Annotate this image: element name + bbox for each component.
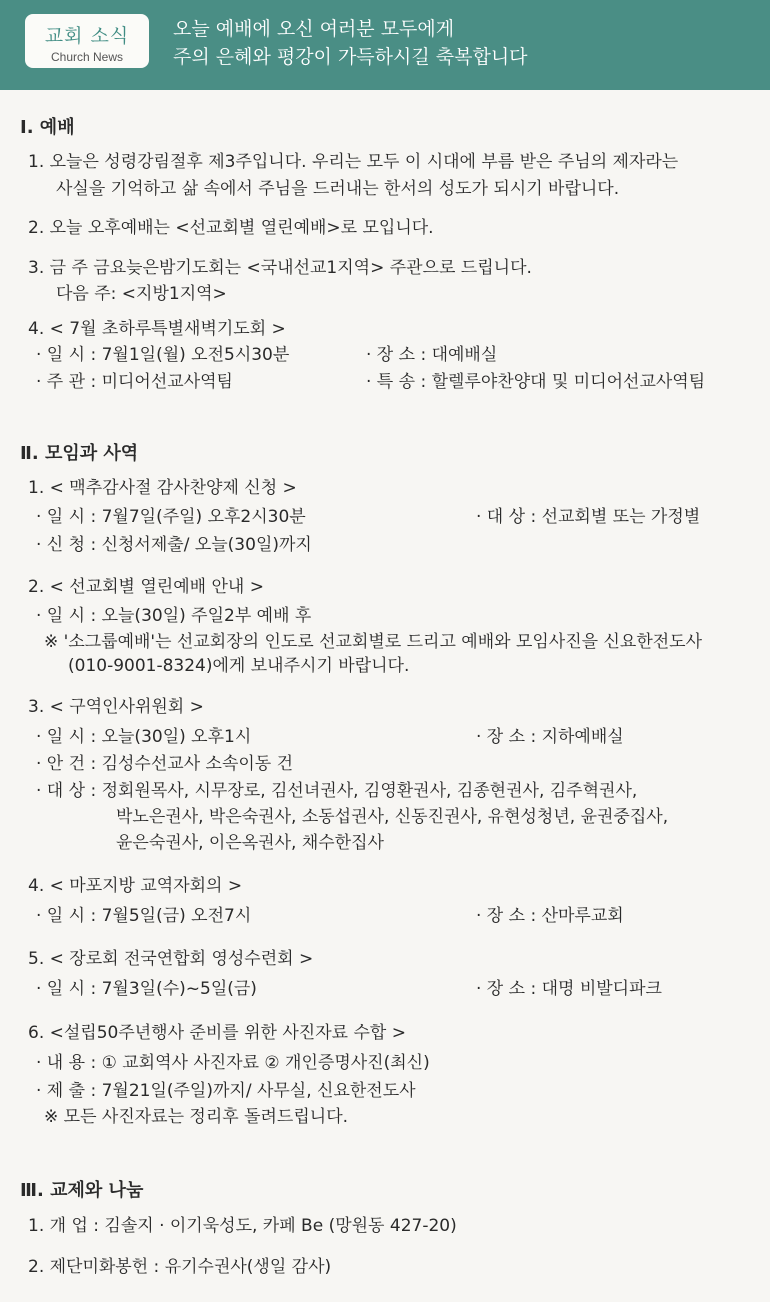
s1-item4-music: · 특 송 : 할렐루야찬양대 및 미디어선교사역팀 [366, 372, 706, 392]
s1-item1-line1: 1. 오늘은 성령강림절후 제3주입니다. 우리는 모두 이 시대에 부름 받은 주님의 제자라는 [28, 152, 679, 172]
s2-item3-target-line3: 윤은숙권사, 이은옥권사, 채수한집사 [116, 833, 384, 853]
s2-item6-content: · 내 용 : ① 교회역사 사진자료 ② 개인증명사진(최신) [36, 1053, 430, 1073]
badge-title: 교회 소식 [44, 25, 130, 47]
badge-subtitle: Church News [50, 50, 124, 64]
s2-item3-target-line2: 박노은권사, 박은숙권사, 소동섭권사, 신동진권사, 유현성청년, 윤권중집사, [116, 807, 669, 827]
s2-item6-title: 6. <설립50주년행사 준비를 위한 사진자료 수합 > [28, 1023, 406, 1043]
s2-item3-title: 3. < 구역인사위원회 > [28, 697, 204, 717]
s2-item3-agenda: · 안 건 : 김성수선교사 소속이동 건 [36, 754, 294, 774]
greeting-line-1: 오늘 예배에 오신 여러분 모두에게 [173, 18, 455, 40]
section-2-title: Ⅱ. 모임과 사역 [20, 443, 139, 464]
s1-item4-title: 4. < 7월 초하루특별새벽기도회 > [28, 319, 286, 339]
s1-item3-line2: 다음 주: <지방1지역> [56, 284, 227, 304]
s1-item3-line1: 3. 금 주 금요늦은밤기도회는 <국내선교1지역> 주관으로 드립니다. [28, 258, 532, 278]
s1-item4-place: · 장 소 : 대예배실 [366, 345, 498, 365]
s1-item2: 2. 오늘 오후예배는 <선교회별 열린예배>로 모입니다. [28, 218, 434, 238]
s2-item5-place: · 장 소 : 대명 비발디파크 [476, 979, 662, 999]
s3-item1: 1. 개 업 : 김솔지 · 이기욱성도, 카페 Be (망원동 427-20) [28, 1216, 457, 1236]
s2-item5-date: · 일 시 : 7월3일(수)~5일(금) [36, 979, 257, 999]
s2-item4-place: · 장 소 : 산마루교회 [476, 906, 624, 926]
s2-item6-submit: · 제 출 : 7월21일(주일)까지/ 사무실, 신요한전도사 [36, 1081, 416, 1101]
s2-item1-date: · 일 시 : 7월7일(주일) 오후2시30분 [36, 507, 306, 527]
s2-item2-note-line2: (010-9001-8324)에게 보내주시기 바랍니다. [68, 656, 410, 676]
s2-item4-title: 4. < 마포지방 교역자회의 > [28, 876, 243, 896]
s2-item3-place: · 장 소 : 지하예배실 [476, 727, 624, 747]
s2-item6-note: ※ 모든 사진자료는 정리후 돌려드립니다. [44, 1107, 349, 1127]
s1-item4-date: · 일 시 : 7월1일(월) 오전5시30분 [36, 345, 290, 365]
s2-item1-title: 1. < 맥추감사절 감사찬양제 신청 > [28, 478, 297, 498]
s1-item1-line2: 사실을 기억하고 삶 속에서 주님을 드러내는 한서의 성도가 되시기 바랍니다. [56, 179, 620, 199]
s2-item4-date: · 일 시 : 7월5일(금) 오전7시 [36, 906, 252, 926]
greeting-line-2: 주의 은혜와 평강이 가득하시길 축복합니다 [173, 46, 528, 68]
s1-item4-host: · 주 관 : 미디어선교사역팀 [36, 372, 233, 392]
s2-item2-note-line1: ※ '소그룹예배'는 선교회장의 인도로 선교회별로 드리고 예배와 모임사진을 신요한전도사 [44, 632, 703, 652]
s2-item2-date: · 일 시 : 오늘(30일) 주일2부 예배 후 [36, 606, 312, 626]
s2-item1-apply: · 신 청 : 신청서제출/ 오늘(30일)까지 [36, 535, 312, 555]
s2-item5-title: 5. < 장로회 전국연합회 영성수련회 > [28, 949, 314, 969]
section-1-title: Ⅰ. 예배 [20, 117, 75, 138]
s2-item3-date: · 일 시 : 오늘(30일) 오후1시 [36, 727, 252, 747]
section-3-title: Ⅲ. 교제와 나눔 [20, 1180, 144, 1201]
s2-item1-target: · 대 상 : 선교회별 또는 가정별 [476, 507, 701, 527]
s2-item3-target-line1: · 대 상 : 정회원목사, 시무장로, 김선녀권사, 김영환권사, 김종현권사, 김주혁권사, [36, 781, 638, 801]
s2-item2-title: 2. < 선교회별 열린예배 안내 > [28, 577, 264, 597]
s3-item2: 2. 제단미화봉헌 : 유기수권사(생일 감사) [28, 1257, 332, 1277]
